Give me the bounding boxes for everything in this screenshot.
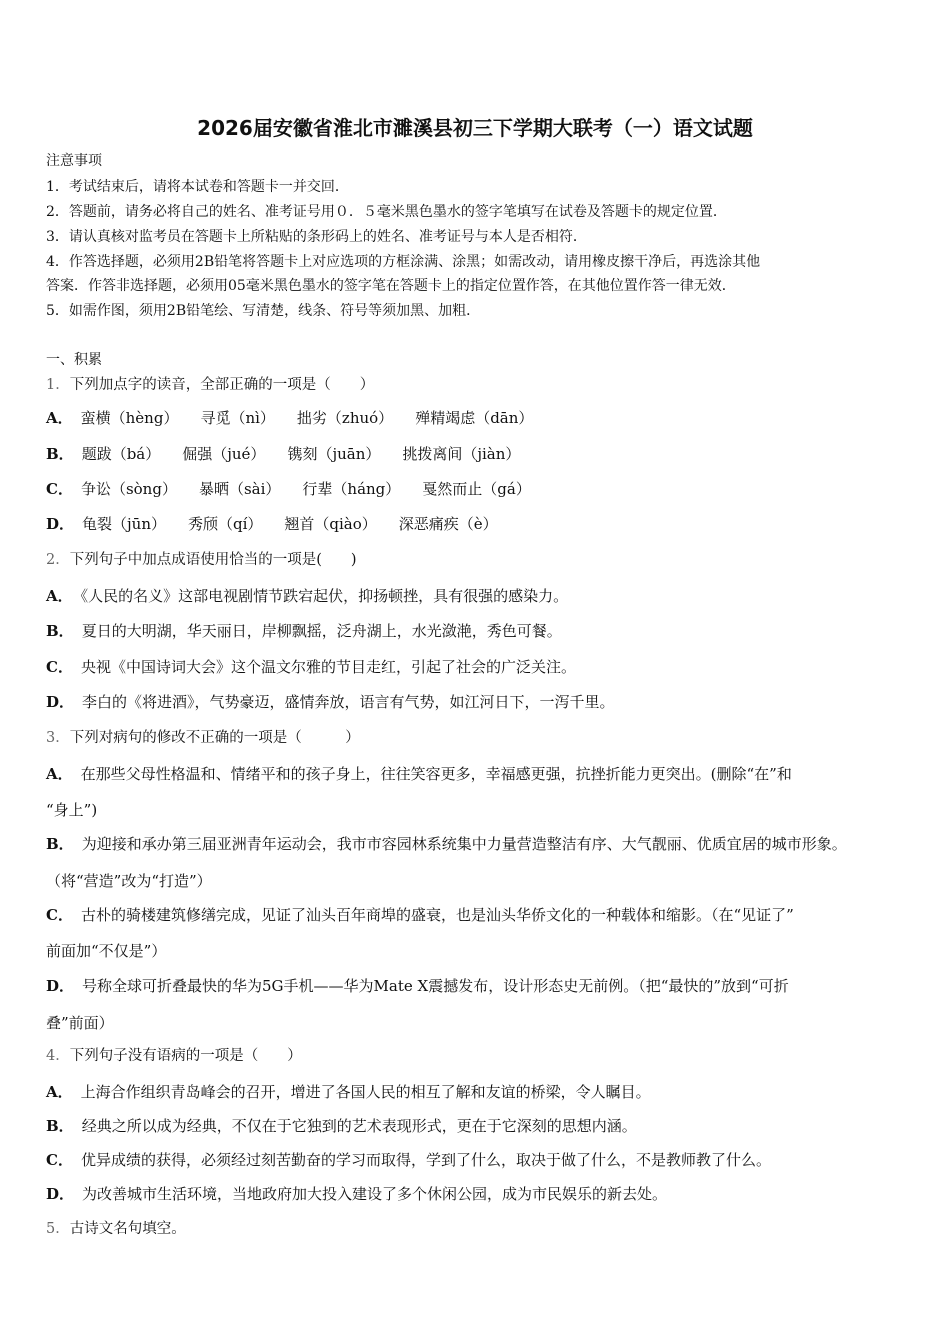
option-label: C． [46, 1151, 73, 1169]
option-text: 优异成绩的获得，必须经过刻苦勤奋的学习而取得，学到了什么，取决于做了什么，不是教师教了什么。 [80, 1151, 771, 1169]
option-text: 号称全球可折叠最快的华为5G手机——华为Mate X震撼发布，设计形态史无前例。（把“最快的”放到“可折 [82, 977, 789, 995]
notice-item: 答案．作答非选择题，必须用05毫米黑色墨水的签字笔在答题卡上的指定位置作答，在其他位置作答一律无效． [46, 278, 736, 294]
option-item: 挑拨离间（jiàn） [402, 445, 521, 463]
option-text: 为迎接和承办第三届亚洲青年运动会，我市市容园林系统集中力量营造整洁有序、大气靓丽、优质宜居的城市形象。 [81, 835, 847, 853]
option-label: A． [46, 587, 73, 605]
option-label: C． [46, 658, 73, 676]
option-item: 秀颀（qí） [188, 515, 263, 533]
q3-option-b [46, 834, 847, 854]
option-label: B． [46, 835, 74, 853]
question-number: 2． [46, 552, 70, 568]
q2-option-d [46, 692, 615, 712]
question-number: 5． [46, 1221, 70, 1237]
q3-option-d-cont: 叠”前面） [46, 1014, 114, 1032]
option-text: 李白的《将进酒》，气势豪迈，盛情奔放，语言有气势，如江河日下，一泻千里。 [82, 693, 615, 711]
option-item: 殚精竭虑（dān） [415, 409, 534, 427]
option-item: 寻觅（nì） [200, 409, 275, 427]
option-item: 暴晒（sài） [198, 480, 281, 498]
q4-option-a [46, 1082, 651, 1102]
question-number: 4． [46, 1048, 70, 1064]
q2-option-c [46, 657, 576, 677]
q3-option-a-cont: “身上”) [46, 801, 98, 819]
option-label: A． [46, 765, 73, 783]
question-number: 3． [46, 730, 70, 746]
option-item: 深恶痛疾（è） [398, 515, 498, 533]
option-text: 经典之所以成为经典，不仅在于它独到的艺术表现形式，更在于它深刻的思想内涵。 [81, 1117, 637, 1135]
option-item: 倔强（jué） [182, 445, 266, 463]
option-label: D． [46, 693, 75, 711]
q2-option-a [46, 586, 568, 606]
q3-option-d [46, 976, 789, 996]
q3-option-c [46, 905, 794, 925]
q3-option-b-cont: （将“营造”改为“打造”） [46, 872, 212, 890]
option-item: 行辈（háng） [302, 480, 401, 498]
q4-option-d [46, 1184, 667, 1204]
question-1 [46, 375, 374, 395]
option-label: D． [46, 977, 75, 995]
option-item: 龟裂（jūn） [82, 515, 166, 533]
question-5 [46, 1219, 186, 1239]
q3-option-c-cont: 前面加“不仅是”） [46, 942, 167, 960]
option-item: 题跋（bá） [81, 445, 161, 463]
option-item: 拙劣（zhuó） [296, 409, 394, 427]
notice-item: 3．请认真核对监考员在答题卡上所粘贴的条形码上的姓名、准考证号与本人是否相符． [46, 229, 587, 245]
q1-option-a [46, 408, 555, 428]
option-text: 央视《中国诗词大会》这个温文尔雅的节目走红，引起了社会的广泛关注。 [80, 658, 576, 676]
option-text: 上海合作组织青岛峰会的召开，增进了各国人民的相互了解和友谊的桥梁，令人瞩目。 [80, 1083, 651, 1101]
q3-option-a [46, 764, 792, 784]
option-item: 争讼（sòng） [80, 480, 177, 498]
option-label: D． [46, 515, 75, 533]
question-stem: 古诗文名句填空。 [69, 1221, 186, 1237]
notice-item: 5．如需作图，须用2B铅笔绘、写清楚，线条、符号等须加黑、加粗． [46, 303, 481, 319]
notice-heading: 注意事项 [46, 153, 102, 169]
question-stem: 下列对病句的修改不正确的一项是（ ） [69, 730, 360, 746]
question-stem: 下列句子没有语病的一项是（ ） [69, 1048, 302, 1064]
option-text: 古朴的骑楼建筑修缮完成，见证了汕头百年商埠的盛衰，也是汕头华侨文化的一种载体和缩影。（在“见证了” [80, 906, 794, 924]
option-item: 翘首（qiào） [284, 515, 377, 533]
q1-option-c [46, 479, 553, 499]
option-text: 为改善城市生活环境，当地政府加大投入建设了多个休闲公园，成为市民娱乐的新去处。 [82, 1185, 668, 1203]
option-label: B． [46, 1117, 74, 1135]
question-2 [46, 550, 357, 570]
option-item: 蛮横（hèng） [80, 409, 179, 427]
question-3 [46, 728, 360, 748]
option-text: 在那些父母性格温和、情绪平和的孩子身上，往往笑容更多，幸福感更强，抗挫折能力更突出。(删除“在”和 [80, 765, 792, 783]
question-stem: 下列句子中加点成语使用恰当的一项是( ) [69, 552, 357, 568]
option-label: A． [46, 409, 73, 427]
section-heading: 一、积累 [46, 352, 102, 368]
notice-item: 1．考试结束后，请将本试卷和答题卡一并交回． [46, 179, 349, 195]
option-label: D． [46, 1185, 75, 1203]
question-4 [46, 1046, 302, 1066]
notice-item: 4．作答选择题，必须用2B铅笔将答题卡上对应选项的方框涂满、涂黑；如需改动，请用橡皮擦干净后，再选涂其他 [46, 254, 761, 270]
option-label: C． [46, 480, 73, 498]
option-label: B． [46, 445, 74, 463]
option-text: 《人民的名义》这部电视剧情节跌宕起伏，抑扬顿挫，具有很强的感染力。 [80, 587, 569, 605]
q1-option-b [46, 444, 542, 464]
notice-item: 2．答题前，请务必将自己的姓名、准考证号用０．５毫米黑色墨水的签字笔填写在试卷及答题卡的规定位置． [46, 204, 727, 220]
q2-option-b [46, 621, 562, 641]
option-text: 夏日的大明湖，华天丽日，岸柳飘摇，泛舟湖上，水光潋滟，秀色可餐。 [81, 622, 562, 640]
q4-option-c [46, 1150, 771, 1170]
question-stem: 下列加点字的读音，全部正确的一项是（ ） [69, 377, 375, 393]
question-number: 1． [46, 377, 70, 393]
page-title: 2026届安徽省淮北市濉溪县初三下学期大联考（一）语文试题 [197, 116, 753, 140]
option-item: 镌刻（juān） [287, 445, 381, 463]
option-item: 戛然而止（gá） [422, 480, 531, 498]
option-label: A． [46, 1083, 73, 1101]
q4-option-b [46, 1116, 637, 1136]
q1-option-d [46, 514, 520, 534]
option-label: B． [46, 622, 74, 640]
option-label: C． [46, 906, 73, 924]
